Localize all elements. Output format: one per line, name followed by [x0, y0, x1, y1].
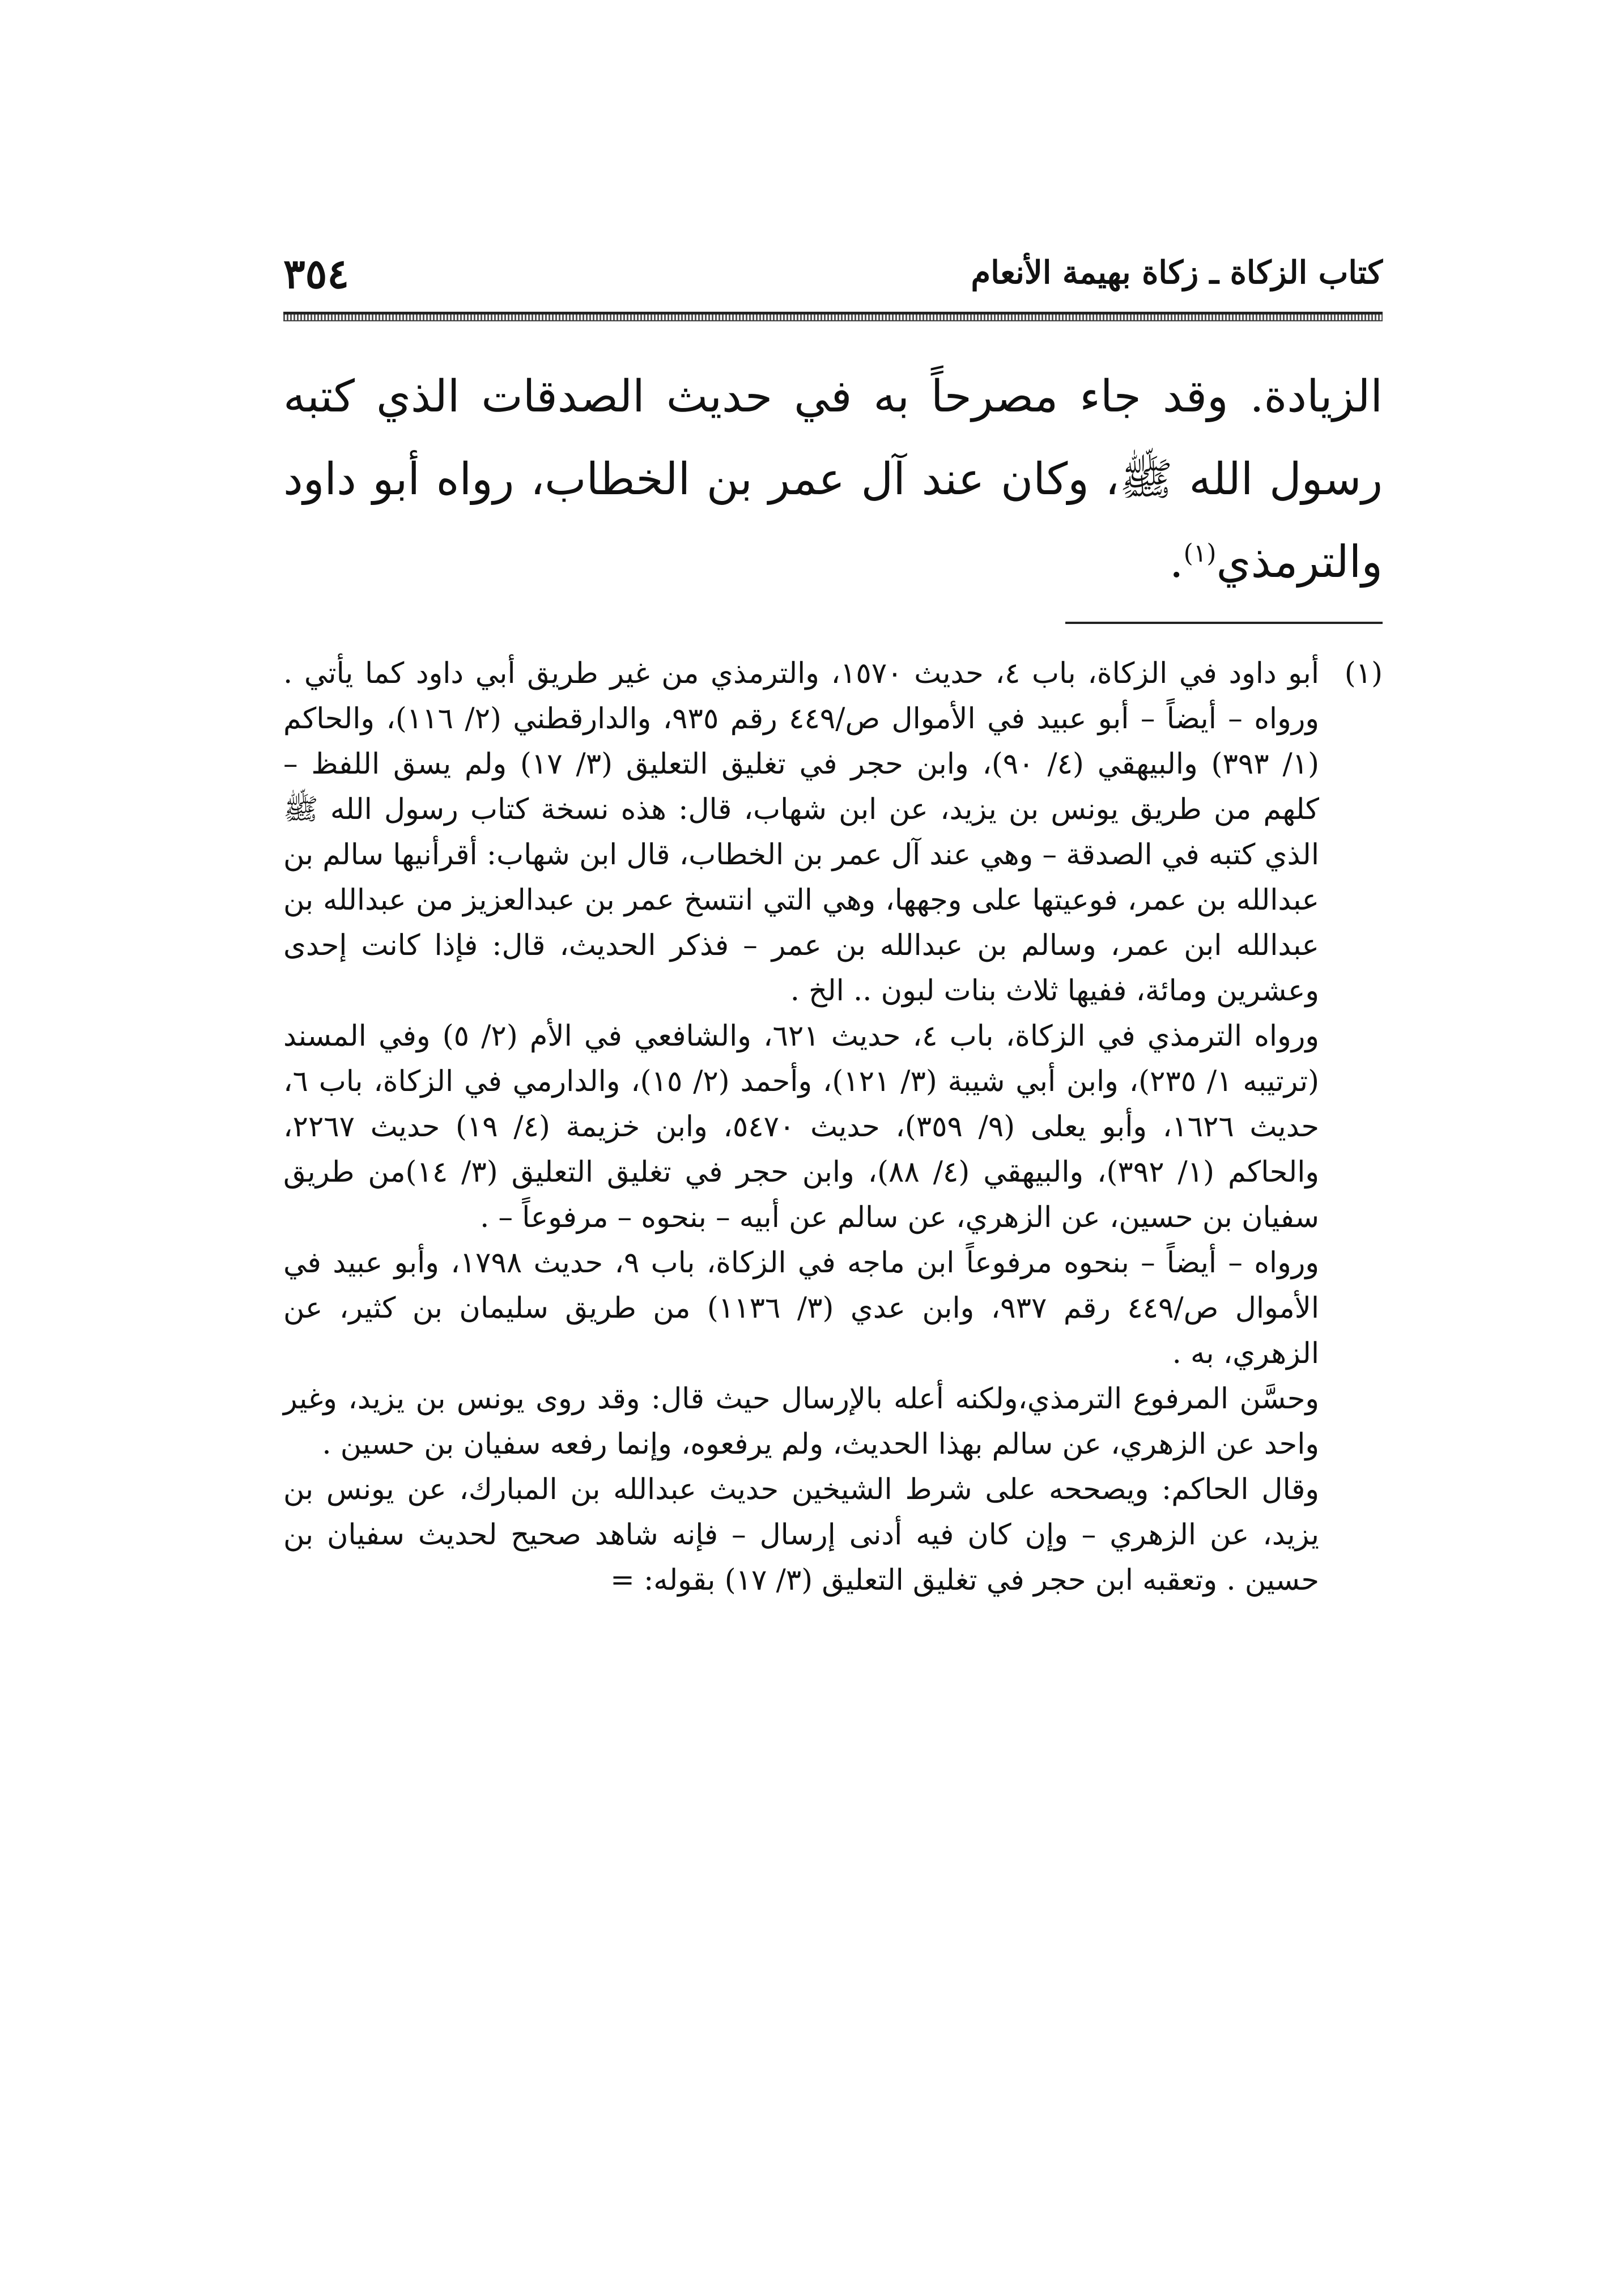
main-paragraph [283, 355, 1383, 604]
footnote-separator-rule [1065, 622, 1383, 624]
header-title: كتاب الزكاة ـ زكاة بهيمة الأنعام [971, 254, 1383, 291]
footnote-marker: (١) [1344, 657, 1383, 690]
footnote-paragraph: ورواه – أيضاً – بنحوه مرفوعاً ابن ماجه في الزكاة، باب ٩، حديث ١٧٩٨، وأبو عبيد في الأموال ص/٤٤٩ رقم ٩٣٧، وابن عدي (٣/ ١١٣٦) من طريق سليمان بن كثير، عن الزهري، به . [283, 1246, 1319, 1370]
running-header [283, 249, 1383, 312]
footnote-reference-marker: (١) [1183, 539, 1217, 568]
book-page [283, 249, 1383, 2176]
footnote-body [283, 651, 1319, 1603]
main-paragraph-end: . [1169, 537, 1184, 588]
footnote-item [283, 651, 1383, 1603]
footnote-paragraph: ورواه الترمذي في الزكاة، باب ٤، حديث ٦٢١، والشافعي في الأم (٢/ ٥) وفي المسند (ترتيبه ١/ ٢٣٥)، وابن أبي شيبة (٣/ ١٢١)، وأحمد (٢/ ١٥)، والدارمي في الزكاة، باب ٦، حديث ١٦٢٦، وأبو يعلى (٩/ ٣٥٩)، حديث ٥٤٧٠، وابن خزيمة (٤/ ١٩) حديث ٢٢٦٧، والحاكم (١/ ٣٩٢)، والبيهقي (٤/ ٨٨)، وابن حجر في تغليق التعليق (٣/ ١٤)من طريق سفيان بن حسين، عن الزهري، عن سالم عن أبيه – بنحوه – مرفوعاً – . [283, 1020, 1320, 1234]
header-rule [283, 312, 1383, 321]
main-paragraph-text: الزيادة. وقد جاء مصرحاً به في حديث الصدقات الذي كتبه رسول الله ﷺ، وكان عند آل عمر بن الخطاب، رواه أبو داود والترمذي [283, 371, 1383, 588]
main-text [283, 355, 1383, 604]
footnote-paragraph: أبو داود في الزكاة، باب ٤، حديث ١٥٧٠، والترمذي من غير طريق أبي داود كما يأتي . ورواه – أيضاً – أبو عبيد في الأموال ص/٤٤٩ رقم ٩٣٥، والدارقطني (٢/ ١١٦)، والحاكم (١/ ٣٩٣) والبيهقي (٤/ ٩٠)، وابن حجر في تغليق التعليق (٣/ ١٧) ولم يسق اللفظ – كلهم من طريق يونس بن يزيد، عن ابن شهاب، قال: هذه نسخة كتاب رسول الله ﷺ الذي كتبه في الصدقة – وهي عند آل عمر بن الخطاب، قال ابن شهاب: أقرأنيها سالم بن عبدالله بن عمر، فوعيتها على وجهها، وهي التي انتسخ عمر بن عبدالعزيز من عبدالله بن عبدالله ابن عمر، وسالم بن عبدالله بن عمر – فذكر الحديث، قال: فإذا كانت إحدى وعشرين ومائة، ففيها ثلاث بنات لبون .. الخ . [283, 657, 1320, 1008]
footnotes [283, 651, 1383, 1603]
page-number: ٣٥٤ [283, 249, 350, 298]
footnote-paragraph: وقال الحاكم: ويصححه على شرط الشيخين حديث عبدالله بن المبارك، عن يونس بن يزيد، عن الزهري – وإن كان فيه أدنى إرسال – فإنه شاهد صحيح لحديث سفيان بن حسين . وتعقبه ابن حجر في تغليق التعليق (٣/ ١٧) بقوله: = [283, 1473, 1319, 1597]
footnote-paragraph: وحسَّن المرفوع الترمذي،ولكنه أعله بالإرسال حيث قال: وقد روى يونس بن يزيد، وغير واحد عن الزهري، عن سالم بهذا الحديث، ولم يرفعوه، وإنما رفعه سفيان بن حسين . [283, 1382, 1319, 1461]
